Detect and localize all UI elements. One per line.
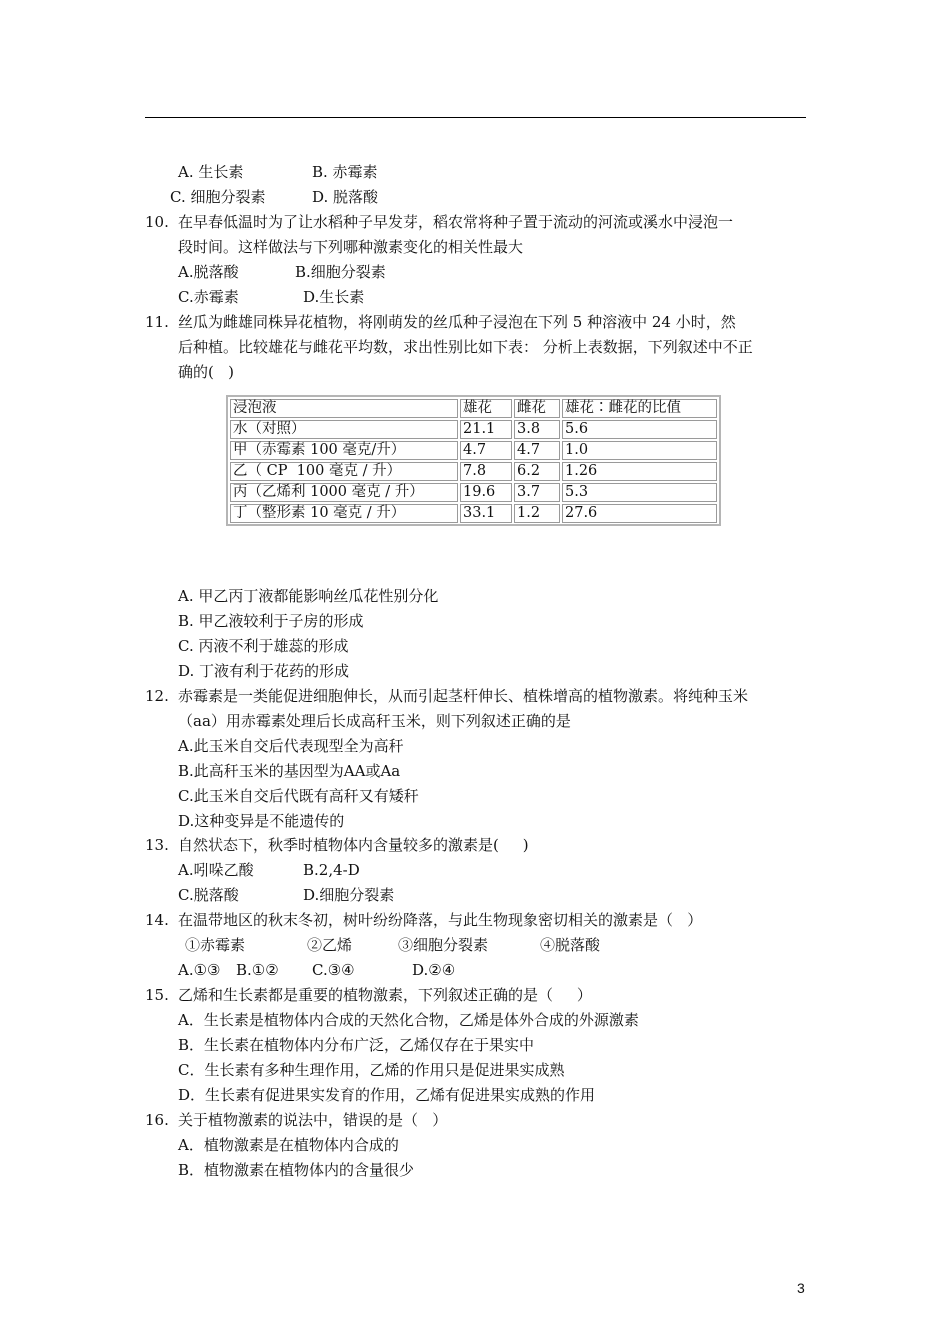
q11-option-d: D. 丁液有利于花药的形成 (178, 662, 350, 680)
q11-option-b: B. 甲乙液较利于子房的形成 (178, 612, 364, 630)
table-header-row (230, 399, 717, 418)
table-row (230, 441, 717, 460)
table-cell: 3.8 (514, 420, 560, 439)
table-cell: 丙（乙烯利 1000 毫克 / 升） (230, 483, 458, 502)
q14-number: 14. (145, 911, 169, 929)
table-cell: 4.7 (514, 441, 560, 460)
q10-option-d: D.生长素 (303, 288, 365, 306)
q12-number: 12. (145, 687, 169, 705)
table-cell: 1.2 (514, 504, 560, 523)
sex-ratio-table (226, 395, 721, 526)
table-cell: 21.1 (460, 420, 512, 439)
q9-option-d: D. 脱落酸 (312, 188, 379, 206)
q12-option-a: A.此玉米自交后代表现型全为高秆 (178, 737, 404, 755)
q16-number: 16. (145, 1111, 169, 1129)
table-cell: 1.0 (562, 441, 717, 460)
q14-option-b: B.①② (236, 961, 279, 979)
table-cell: 水（对照） (230, 420, 458, 439)
q11-stem-line3: 确的( ) (178, 363, 235, 381)
table-cell: 5.6 (562, 420, 717, 439)
q15-stem: 乙烯和生长素都是重要的植物激素，下列叙述正确的是（ ） (178, 986, 592, 1004)
q11-stem-line1: 丝瓜为雌雄同株异花植物，将刚萌发的丝瓜种子浸泡在下列 5 种溶液中 24 小时，然 (178, 313, 736, 331)
table-header-cell: 雄花∶雌花的比值 (562, 399, 717, 418)
q13-option-b: B.2,4-D (303, 861, 360, 879)
q14-item-4: ④脱落酸 (540, 936, 601, 954)
table-cell: 甲（赤霉素 100 毫克/升） (230, 441, 458, 460)
q11-option-c: C. 丙液不利于雄蕊的形成 (178, 637, 349, 655)
q14-stem: 在温带地区的秋末冬初，树叶纷纷降落，与此生物现象密切相关的激素是（ ） (178, 911, 703, 929)
q14-option-a: A.①③ (178, 961, 221, 979)
q11-stem-line2: 后种植。比较雄花与雌花平均数，求出性别比如下表： 分析上表数据，下列叙述中不正 (178, 338, 753, 356)
table-cell: 27.6 (562, 504, 717, 523)
table-cell: 6.2 (514, 462, 560, 481)
table-cell: 1.26 (562, 462, 717, 481)
q12-stem-line2: （aa）用赤霉素处理后长成高秆玉米，则下列叙述正确的是 (178, 712, 571, 730)
table-cell: 33.1 (460, 504, 512, 523)
table-header-cell: 雌花 (514, 399, 560, 418)
header-rule (145, 117, 806, 118)
q9-option-b: B. 赤霉素 (312, 163, 378, 181)
q16-option-b: B．植物激素在植物体内的含量很少 (178, 1161, 415, 1179)
q10-stem-line2: 段时间。这样做法与下列哪种激素变化的相关性最大 (178, 238, 524, 256)
table-cell: 丁（整形素 10 毫克 / 升） (230, 504, 458, 523)
q10-number: 10. (145, 213, 169, 231)
table-cell: 3.7 (514, 483, 560, 502)
table-cell: 4.7 (460, 441, 512, 460)
q13-option-c: C.脱落酸 (178, 886, 239, 904)
table-row (230, 483, 717, 502)
q14-item-2: ②乙烯 (307, 936, 353, 954)
table-row (230, 462, 717, 481)
q9-option-c: C. 细胞分裂素 (170, 188, 266, 206)
q14-item-3: ③细胞分裂素 (398, 936, 489, 954)
q14-item-1: ①赤霉素 (185, 936, 246, 954)
q13-option-a: A.吲哚乙酸 (178, 861, 254, 879)
q9-option-a: A. 生长素 (178, 163, 244, 181)
table-cell: 7.8 (460, 462, 512, 481)
table-header-cell: 雄花 (460, 399, 512, 418)
q15-option-c: C．生长素有多种生理作用，乙烯的作用只是促进果实成熟 (178, 1061, 565, 1079)
q15-option-b: B．生长素在植物体内分布广泛，乙烯仅存在于果实中 (178, 1036, 535, 1054)
table-header-cell: 浸泡液 (230, 399, 458, 418)
q16-stem: 关于植物激素的说法中，错误的是（ ） (178, 1111, 448, 1129)
q15-option-d: D．生长素有促进果实发育的作用，乙烯有促进果实成熟的作用 (178, 1086, 596, 1104)
q12-option-b: B.此高秆玉米的基因型为AA或Aa (178, 762, 401, 780)
table-cell: 乙（ CP 100 毫克 / 升） (230, 462, 458, 481)
q14-option-c: C.③④ (312, 961, 355, 979)
q15-number: 15. (145, 986, 169, 1004)
q10-option-b: B.细胞分裂素 (295, 263, 386, 281)
q11-option-a: A. 甲乙丙丁液都能影响丝瓜花性别分化 (178, 587, 439, 605)
q10-option-a: A.脱落酸 (178, 263, 239, 281)
q15-option-a: A．生长素是植物体内合成的天然化合物，乙烯是体外合成的外源激素 (178, 1011, 639, 1029)
table-row (230, 420, 717, 439)
q11-number: 11. (145, 313, 169, 331)
q13-option-d: D.细胞分裂素 (303, 886, 395, 904)
q10-option-c: C.赤霉素 (178, 288, 239, 306)
q12-option-d: D.这种变异是不能遗传的 (178, 812, 345, 830)
table-cell: 19.6 (460, 483, 512, 502)
q14-option-d: D.②④ (412, 961, 456, 979)
q12-option-c: C.此玉米自交后代既有高秆又有矮秆 (178, 787, 419, 805)
q10-stem-line1: 在早春低温时为了让水稻种子早发芽，稻农常将种子置于流动的河流或溪水中浸泡一 (178, 213, 734, 231)
q13-number: 13. (145, 836, 169, 854)
q13-stem: 自然状态下，秋季时植物体内含量较多的激素是( ) (178, 836, 529, 854)
q12-stem-line1: 赤霉素是一类能促进细胞伸长，从而引起茎杆伸长、植株增高的植物激素。将纯种玉米 (178, 687, 749, 705)
table-cell: 5.3 (562, 483, 717, 502)
q16-option-a: A．植物激素是在植物体内合成的 (178, 1136, 399, 1154)
page-number: 3 (797, 1280, 805, 1296)
table-row (230, 504, 717, 523)
